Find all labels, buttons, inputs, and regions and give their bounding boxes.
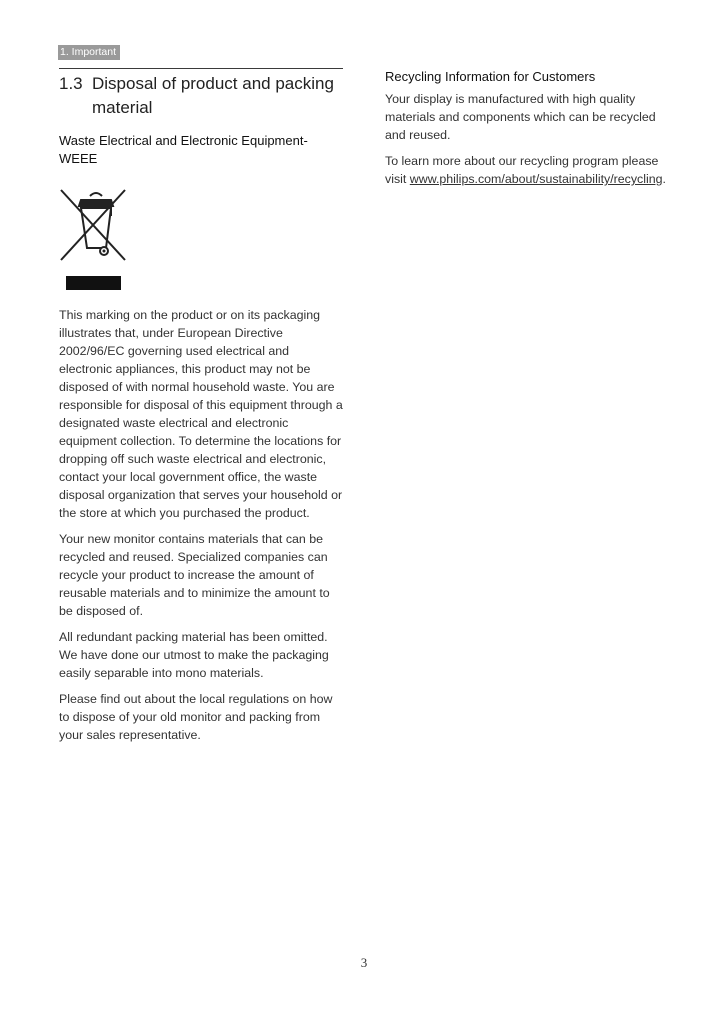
recycling-link-period: . [662, 172, 666, 186]
recycling-link-paragraph [385, 152, 675, 188]
paragraph-recyclable-materials: Your new monitor contains materials that can be recycled and reused. Specialized companies can recycle your product to increase the amount of reusable materials and to minimize the amount to be disposed of. [59, 532, 330, 618]
recycling-body [385, 90, 675, 188]
section-heading [59, 72, 343, 120]
chapter-tag: 1. Important [58, 45, 120, 60]
right-column [385, 68, 675, 196]
recycling-link-intro: To learn more about our recycling program please visit [385, 154, 659, 186]
crossed-out-wheelie-bin-icon [59, 184, 131, 290]
paragraph-packing-material: All redundant packing material has been omitted. We have done our utmost to make the packaging easily separable into mono materials. [59, 630, 329, 680]
section-number: 1.3 [59, 74, 83, 93]
recycling-paragraph: Your display is manufactured with high quality materials and components which can be recycled and reused. [385, 92, 656, 142]
recycling-heading: Recycling Information for Customers [385, 69, 596, 84]
left-column [59, 68, 343, 752]
weee-subheading: Waste Electrical and Electronic Equipment-WEEE [59, 133, 308, 166]
paragraph-local-regulations: Please find out about the local regulations on how to dispose of your old monitor and packing from your sales representative. [59, 692, 333, 742]
disposal-body [59, 306, 343, 744]
sustainability-link[interactable]: www.philips.com/about/sustainability/recycling [409, 172, 663, 186]
paragraph-weee-marking: This marking on the product or on its packaging illustrates that, under European Directive 2002/96/EC governing used electrical and electronic appliances, this product may not be disposed of with normal household waste. You are responsible for disposal of this equipment through a designated waste electrical and electronic equipment collection. To determine the locations for dropping off such waste electrical and electronic, contact your local government office, the waste disposal organization that serves your household or the store at which you purchased the product. [59, 308, 343, 520]
section-rule [59, 68, 343, 69]
page-number: 3 [360, 955, 368, 970]
section-title: Disposal of product and packing material [92, 74, 334, 117]
